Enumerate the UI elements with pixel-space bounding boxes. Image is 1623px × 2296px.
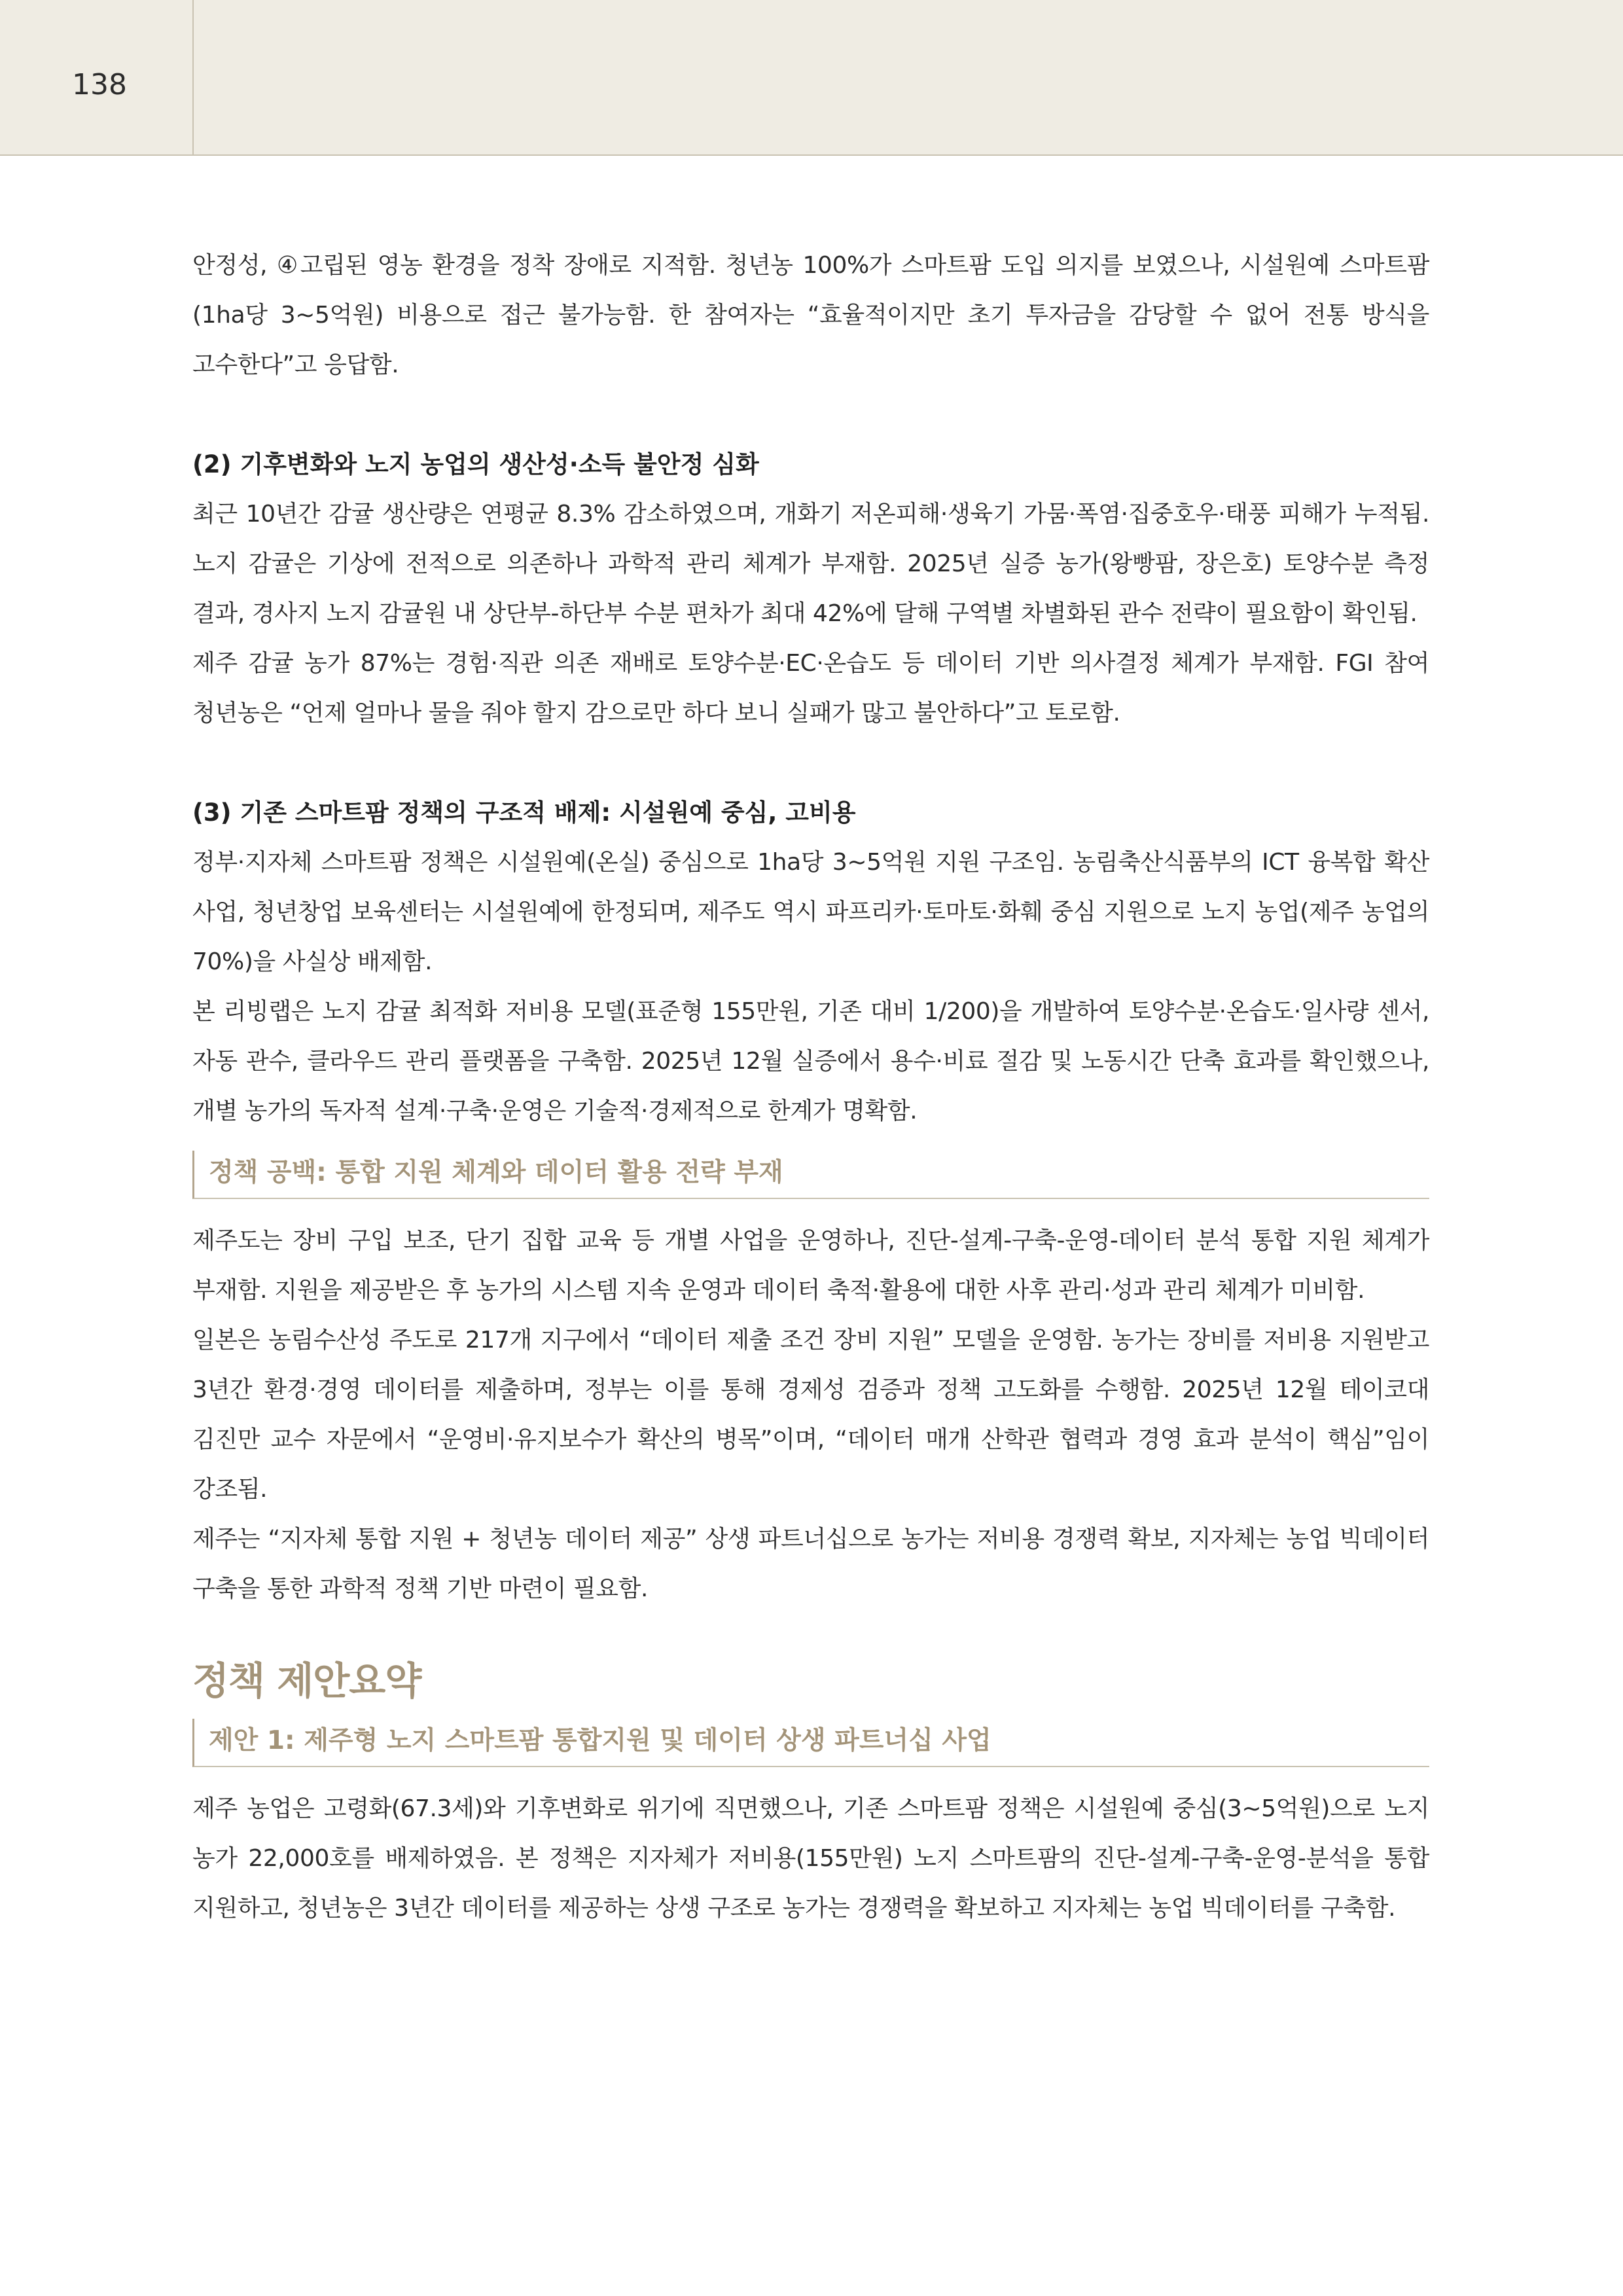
- header-divider: [192, 0, 194, 154]
- page-body: [192, 241, 1429, 1933]
- policy-summary-title: 정책 제안요약: [192, 1659, 421, 1703]
- section-2-paragraph-1: 최근 10년간 감귤 생산량은 연평균 8.3% 감소하였으며, 개화기 저온피해·생육기 가뭄·폭염·집중호우·태풍 피해가 누적됨. 노지 감귤은 기상에 전적으로 의존하나 과학적 관리 체계가 부재함. 2025년 실증 농가(왕빵팜, 장은호) 토양수분 측정 결과, 경사지 노지 감귤원 내 상단부-하단부 수분 편차가 최대 42%에 달해 구역별 차별화된 관수 전략이 필요함이 확인됨.: [192, 501, 1429, 627]
- section-3-heading: (3) 기존 스마트팜 정책의 구조적 배제: 시설원예 중심, 고비용: [192, 798, 856, 827]
- policy-gap-paragraph-2: 일본은 농림수산성 주도로 217개 지구에서 “데이터 제출 조건 장비 지원” 모델을 운영함. 농가는 장비를 저비용 지원받고 3년간 환경·경영 데이터를 제출하며, 정부는 이를 통해 경제성 검증과 정책 고도화를 수행함. 2025년 12월 테이코대 김진만 교수 자문에서 “운영비·유지보수가 확산의 병목”이며, “데이터 매개 산학관 협력과 경영 효과 분석이 핵심”임이 강조됨.: [192, 1327, 1429, 1503]
- spacer: [192, 738, 1429, 788]
- policy-gap-paragraph-1: 제주도는 장비 구입 보조, 단기 집합 교육 등 개별 사업을 운영하나, 진단-설계-구축-운영-데이터 분석 통합 지원 체계가 부재함. 지원을 제공받은 후 농가의 시스템 지속 운영과 데이터 축적·활용에 대한 사후 관리·성과 관리 체계가 미비함.: [192, 1227, 1429, 1304]
- policy-gap-paragraph-3: 제주는 “지자체 통합 지원 + 청년농 데이터 제공” 상생 파트너십으로 농가는 저비용 경쟁력 확보, 지자체는 농업 빅데이터 구축을 통한 과학적 정책 기반 마련이 필요함.: [192, 1526, 1429, 1602]
- policy-gap-heading: 정책 공백: 통합 지원 체계와 데이터 활용 전략 부재: [192, 1151, 1429, 1199]
- proposal-1-heading: 제안 1: 제주형 노지 스마트팜 통합지원 및 데이터 상생 파트너십 사업: [192, 1719, 1429, 1767]
- section-2-heading: (2) 기후변화와 노지 농업의 생산성·소득 불안정 심화: [192, 450, 759, 478]
- section-3-paragraph-2: 본 리빙랩은 노지 감귤 최적화 저비용 모델(표준형 155만원, 기존 대비 1/200)을 개발하여 토양수분·온습도·일사량 센서, 자동 관수, 클라우드 관리 플랫폼을 구축함. 2025년 12월 실증에서 용수·비료 절감 및 노동시간 단축 효과를 확인했으나, 개별 농가의 독자적 설계·구축·운영은 기술적·경제적으로 한계가 명확함.: [192, 998, 1429, 1124]
- intro-paragraph: 안정성, ④고립된 영농 환경을 정착 장애로 지적함. 청년농 100%가 스마트팜 도입 의지를 보였으나, 시설원예 스마트팜(1ha당 3~5억원) 비용으로 접근 불가능함. 한 참여자는 “효율적이지만 초기 투자금을 감당할 수 없어 전통 방식을 고수한다”고 응답함.: [192, 252, 1429, 378]
- proposal-1-paragraph: 제주 농업은 고령화(67.3세)와 기후변화로 위기에 직면했으나, 기존 스마트팜 정책은 시설원예 중심(3~5억원)으로 노지 농가 22,000호를 배제하였음. 본 정책은 지자체가 저비용(155만원) 노지 스마트팜의 진단-설계-구축-운영-분석을 통합 지원하고, 청년농은 3년간 데이터를 제공하는 상생 구조로 농가는 경쟁력을 확보하고 지자체는 농업 빅데이터를 구축함.: [192, 1795, 1429, 1922]
- section-3-paragraph-1: 정부·지자체 스마트팜 정책은 시설원예(온실) 중심으로 1ha당 3~5억원 지원 구조임. 농림축산식품부의 ICT 융복합 확산 사업, 청년창업 보육센터는 시설원예에 한정되며, 제주도 역시 파프리카·토마토·화훼 중심 지원으로 노지 농업(제주 농업의 70%)을 사실상 배제함.: [192, 849, 1429, 975]
- page-header: [0, 0, 1623, 156]
- spacer: [192, 390, 1429, 440]
- section-2-paragraph-2: 제주 감귤 농가 87%는 경험·직관 의존 재배로 토양수분·EC·온습도 등 데이터 기반 의사결정 체계가 부재함. FGI 참여 청년농은 “언제 얼마나 물을 줘야 할지 감으로만 하다 보니 실패가 많고 불안하다”고 토로함.: [192, 650, 1429, 726]
- page-number: 138: [72, 68, 127, 101]
